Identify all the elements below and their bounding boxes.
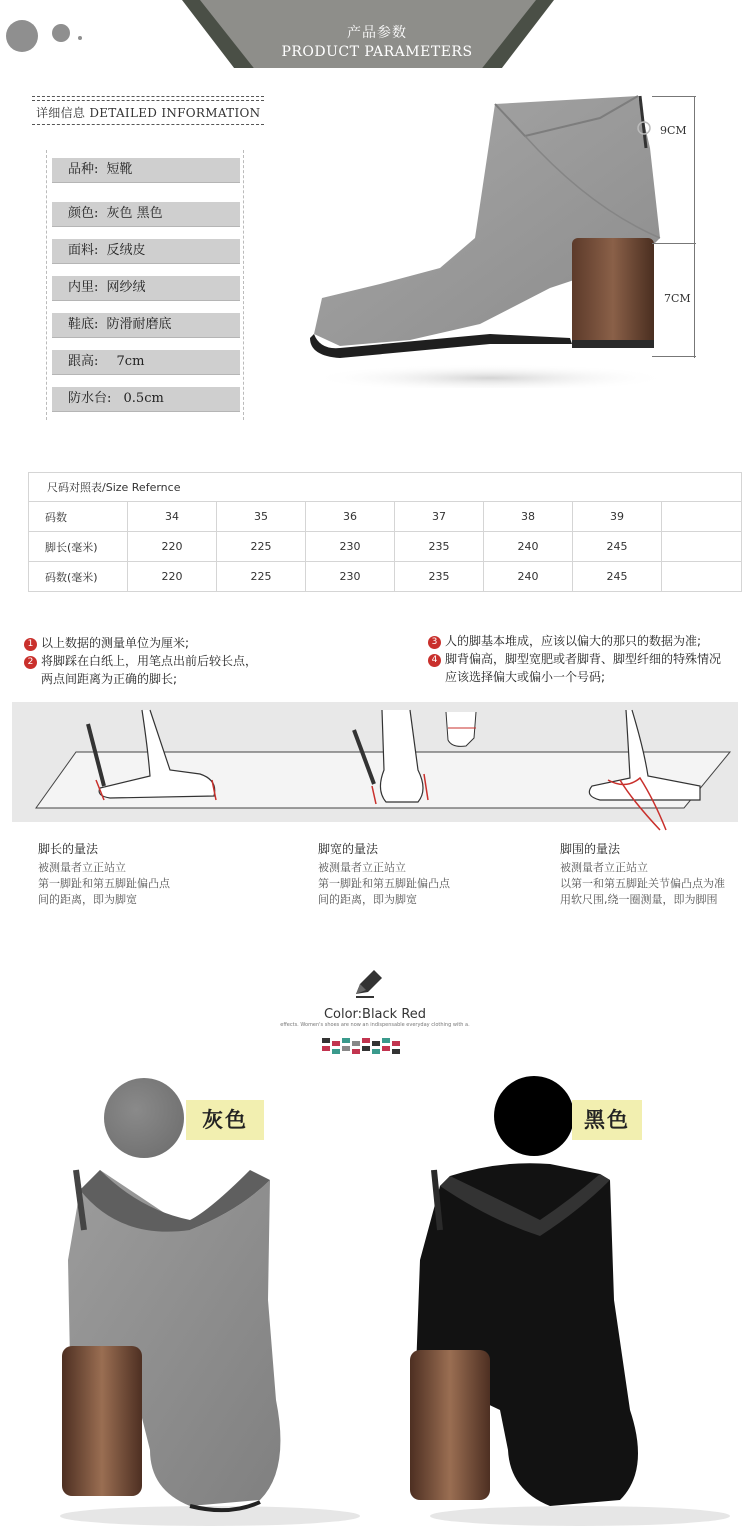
method-title-girth: 脚围的量法 xyxy=(560,842,621,856)
spec-row-sole: 鞋底: 防滑耐磨底 xyxy=(52,313,240,338)
table-cell: 240 xyxy=(484,532,573,562)
table-cell: 35 xyxy=(217,502,306,532)
method-desc-line: 以第一和第五脚趾关节偏凸点为准 xyxy=(560,877,725,890)
table-row xyxy=(29,562,742,592)
pencil-icon xyxy=(352,966,386,1000)
note-2-cont: 两点间距离为正确的脚长; xyxy=(41,672,178,686)
number-badge: 4 xyxy=(428,654,441,667)
measure-tick xyxy=(652,356,696,357)
gray-boot-side-image xyxy=(300,88,700,388)
note-3: 3 人的脚基本堆成，应该以偏大的那只的数据为准; xyxy=(428,632,701,650)
banner-title-cn: 产品参数 xyxy=(347,25,407,41)
palette-square xyxy=(372,1041,380,1046)
color-label: Color:Black Red xyxy=(323,1007,427,1022)
palette-square xyxy=(322,1038,330,1043)
spec-row-type: 品种: 短靴 xyxy=(52,158,240,183)
foot-measurement-illustration xyxy=(0,700,750,850)
palette-square xyxy=(362,1038,370,1043)
note-1: 1 以上数据的测量单位为厘米; xyxy=(24,634,189,652)
spec-row-fabric: 面料: 反绒皮 xyxy=(52,239,240,264)
method-desc-line: 被测量者立正站立 xyxy=(318,861,406,874)
table-caption-row xyxy=(29,473,742,502)
palette-square xyxy=(352,1049,360,1054)
table-cell: 37 xyxy=(395,502,484,532)
method-desc-line: 间的距离，即为脚宽 xyxy=(38,893,137,906)
palette-square xyxy=(382,1046,390,1051)
method-title-width: 脚宽的量法 xyxy=(318,842,379,856)
gray-swatch xyxy=(104,1078,184,1158)
table-cell: 245 xyxy=(573,532,662,562)
table-cell: 230 xyxy=(306,562,395,592)
table-row xyxy=(29,532,742,562)
boot-side-illustration xyxy=(300,88,700,388)
table-row xyxy=(29,502,742,532)
size-table xyxy=(28,472,742,592)
color-small-text: effects. Women's shoes are now an indispensable everyday clothing with a. xyxy=(280,1022,470,1028)
table-cell: 245 xyxy=(573,562,662,592)
decor-dot xyxy=(52,24,70,42)
spec-row-lining: 内里: 网纱绒 xyxy=(52,276,240,301)
banner-title-en: PRODUCT PARAMETERS xyxy=(281,44,473,60)
table-cell: 220 xyxy=(128,532,217,562)
table-cell: 34 xyxy=(128,502,217,532)
divider xyxy=(32,124,264,125)
color-palette-squares xyxy=(322,1038,406,1058)
palette-square xyxy=(322,1046,330,1051)
header-banner xyxy=(0,0,750,68)
palette-square xyxy=(342,1046,350,1051)
table-cell: 39 xyxy=(573,502,662,532)
palette-square xyxy=(332,1041,340,1046)
table-cell-empty xyxy=(662,532,742,562)
method-desc-line: 被测量者立正站立 xyxy=(560,861,648,874)
method-desc-line: 被测量者立正站立 xyxy=(38,861,126,874)
method-desc-line: 第一脚趾和第五脚趾偏凸点 xyxy=(38,877,170,890)
palette-square xyxy=(392,1041,400,1046)
table-cell: 235 xyxy=(395,532,484,562)
table-cell: 220 xyxy=(128,562,217,592)
decor-dot xyxy=(6,20,38,52)
palette-square xyxy=(362,1046,370,1051)
measure-line xyxy=(694,96,695,358)
method-desc-line: 用软尺围,绕一圈测量，即为脚围 xyxy=(560,893,718,906)
method-desc-line: 间的距离，即为脚宽 xyxy=(318,893,417,906)
note-4-cont: 应该选择偏大或偏小一个号码; xyxy=(445,670,606,684)
palette-square xyxy=(342,1038,350,1043)
divider xyxy=(32,96,264,97)
measure-tick xyxy=(652,96,696,97)
measure-tick xyxy=(652,243,696,244)
table-cell: 240 xyxy=(484,562,573,592)
method-title-length: 脚长的量法 xyxy=(38,842,99,856)
number-badge: 2 xyxy=(24,656,37,669)
divider xyxy=(32,100,264,101)
palette-square xyxy=(382,1038,390,1043)
palette-square xyxy=(352,1041,360,1046)
method-desc-line: 第一脚趾和第五脚趾偏凸点 xyxy=(318,877,450,890)
black-color-tag: 黑色 xyxy=(572,1100,642,1140)
gray-color-tag: 灰色 xyxy=(186,1100,264,1140)
table-cell: 235 xyxy=(395,562,484,592)
table-cell: 225 xyxy=(217,532,306,562)
table-cell: 38 xyxy=(484,502,573,532)
table-cell: 36 xyxy=(306,502,395,532)
table-row-header: 脚长(毫米) xyxy=(29,532,128,562)
palette-square xyxy=(372,1049,380,1054)
measure-upper-label: 9CM xyxy=(660,124,687,137)
table-row-header: 码数 xyxy=(29,502,128,532)
spec-row-color: 颜色: 灰色 黑色 xyxy=(52,202,240,227)
detail-title: 详细信息 DETAILED INFORMATION xyxy=(36,106,261,120)
size-table-caption: 尺码对照表/Size Refernce xyxy=(29,473,742,502)
note-2: 2 将脚踩在白纸上，用笔点出前后较长点， xyxy=(24,652,257,670)
palette-square xyxy=(392,1049,400,1054)
black-boot-image xyxy=(400,1140,730,1529)
table-row-header: 码数(毫米) xyxy=(29,562,128,592)
note-4: 4 脚背偏高，脚型宽肥或者脚背、脚型纤细的特殊情况 xyxy=(428,650,721,668)
decor-dot xyxy=(78,36,82,40)
palette-square xyxy=(332,1049,340,1054)
spec-row-heel: 跟高: 7cm xyxy=(52,350,240,375)
number-badge: 3 xyxy=(428,636,441,649)
table-cell-empty xyxy=(662,502,742,532)
measure-heel-label: 7CM xyxy=(664,292,691,305)
spec-row-platform: 防水台: 0.5cm xyxy=(52,387,240,412)
table-cell-empty xyxy=(662,562,742,592)
table-cell: 225 xyxy=(217,562,306,592)
number-badge: 1 xyxy=(24,638,37,651)
table-cell: 230 xyxy=(306,532,395,562)
foot-diagram-image xyxy=(0,700,750,840)
gray-boot-image xyxy=(40,1150,370,1529)
